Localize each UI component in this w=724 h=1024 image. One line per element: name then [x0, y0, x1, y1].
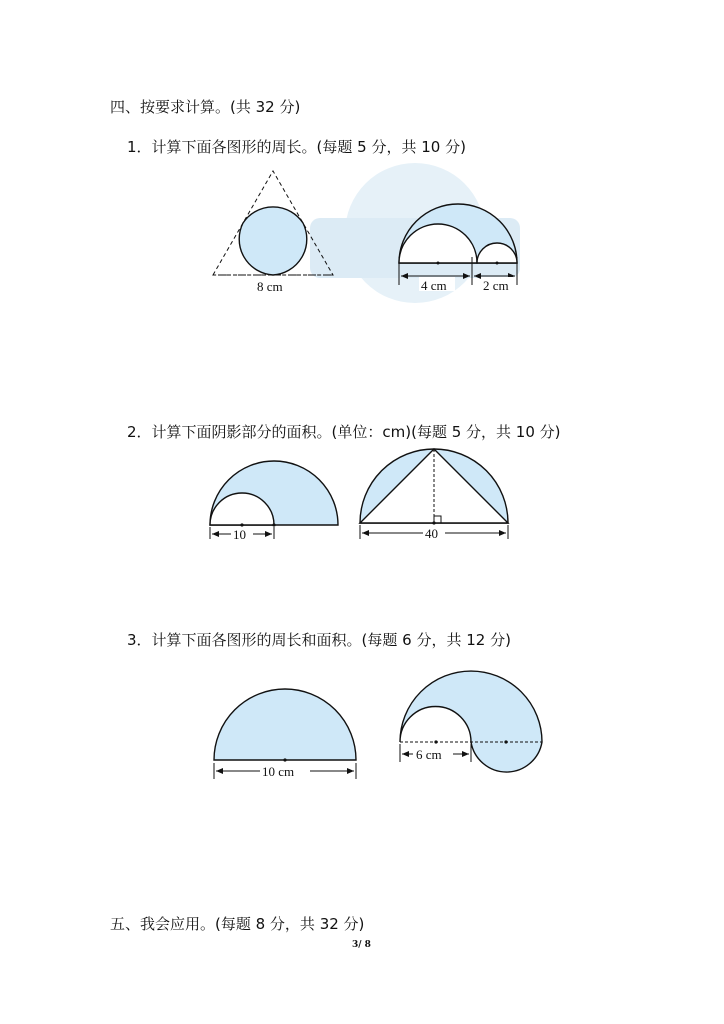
question-3-text: 3．计算下面各图形的周长和面积。(每题 6 分，共 12 分): [127, 631, 511, 649]
q1-figure-b-label-left: 4 cm: [421, 278, 447, 293]
q1-figure-semicircles: [395, 195, 525, 295]
q3-figure-b-label: 6 cm: [416, 747, 442, 762]
section-5-title: 五、我会应用。(每题 8 分，共 32 分): [110, 915, 365, 933]
q3-figure-semicircle: [210, 685, 365, 785]
q1-figure-a-label: 8 cm: [257, 279, 283, 294]
section-4-title: 四、按要求计算。(共 32 分): [110, 98, 301, 116]
q2-figure-semicircle-cut: [205, 455, 345, 545]
q2-figure-a-label: 10: [233, 527, 246, 542]
q1-figure-b-label-right: 2 cm: [483, 278, 509, 293]
q2-figure-semicircle-triangle: [355, 445, 515, 545]
question-2-text: 2．计算下面阴影部分的面积。(单位：cm)(每题 5 分，共 10 分): [127, 423, 561, 441]
q1-shaded-curved-triangle: [239, 207, 307, 275]
q2-figure-b-label: 40: [425, 526, 438, 541]
q1-figure-triangle: [205, 165, 345, 295]
question-1-text: 1．计算下面各图形的周长。(每题 5 分，共 10 分): [127, 138, 466, 156]
q3-figure-a-label: 10 cm: [262, 764, 295, 779]
page-number: 3/ 8: [352, 940, 371, 950]
q3-figure-swirl: [395, 670, 550, 785]
